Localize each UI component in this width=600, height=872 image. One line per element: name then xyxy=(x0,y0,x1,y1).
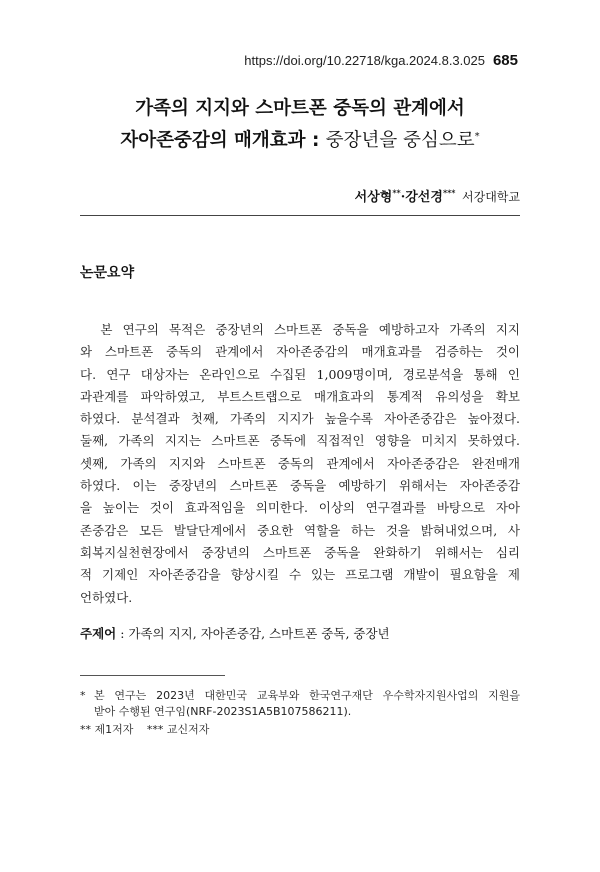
author-1-mark: ** xyxy=(392,187,401,198)
keywords xyxy=(80,624,390,642)
corresponding-label: 교신저자 xyxy=(166,723,210,736)
footnote-divider xyxy=(80,675,225,676)
doi-link[interactable]: https://doi.org/10.22718/kga.2024.8.3.025 xyxy=(244,53,485,68)
abstract-line: 하였다. 이는 중장년의 스마트폰 중독을 예방하기 위해서는 자아존중감 xyxy=(80,478,520,494)
abstract-line: 셋째, 가족의 지지와 스마트폰 중독의 관계에서 자아존중감은 완전매개 xyxy=(80,455,520,471)
abstract-line: 과관계를 파악하였고, 부트스트랩으로 매개효과의 통계적 유의성을 확보 xyxy=(80,388,520,404)
funding-mark: * xyxy=(80,689,86,702)
footnotes xyxy=(80,688,520,738)
funding-line-1: 본 연구는 2023년 대한민국 교육부와 한국연구재단 우수학자지원사업의 지원을 xyxy=(94,689,520,702)
abstract-heading: 논문요약 xyxy=(80,265,135,281)
title-line-1: 가족의 지지와 스마트폰 중독의 관계에서 xyxy=(135,98,465,119)
title-footnote-mark: * xyxy=(474,131,480,142)
first-author-label: 제1저자 xyxy=(94,723,134,736)
author-1: 서상형 xyxy=(354,190,393,205)
funding-line-2: 받아 수행된 연구임(NRF-2023S1A5B107586211). xyxy=(94,705,352,718)
affiliation: 서강대학교 xyxy=(462,190,520,204)
abstract-line: 회복지실천현장에서 중장년의 스마트폰 중독을 완화하기 위해서는 심리 xyxy=(80,544,520,560)
title-main: 자아존중감의 매개효과 xyxy=(120,130,306,152)
funding-footnote xyxy=(80,688,520,720)
author-roles xyxy=(80,722,520,738)
author-separator: · xyxy=(400,190,406,205)
first-author-mark: ** xyxy=(80,723,91,736)
title-subtitle: 중장년을 중심으로 xyxy=(325,130,475,152)
author-2: 강선경 xyxy=(405,190,443,205)
abstract-line: 본 연구의 목적은 중장년의 스마트폰 중독을 예방하고자 가족의 지지 xyxy=(80,322,520,337)
paper-title xyxy=(0,95,600,155)
abstract-line: 둘째, 가족의 지지는 스마트폰 중독에 직접적인 영향을 미치지 못하였다. xyxy=(80,433,520,449)
abstract-line: 적 기제인 자아존중감을 향상시킬 수 있는 프로그램 개발이 필요함을 제 xyxy=(80,567,520,583)
abstract-line: 다. 연구 대상자는 온라인으로 수집된 1,009명이며, 경로분석을 통해 인 xyxy=(80,366,520,382)
keywords-separator: : xyxy=(116,626,129,641)
author-line xyxy=(355,186,520,205)
abstract-line: 하였다. 분석결과 첫째, 가족의 지지가 높을수록 자아존중감은 높아졌다. xyxy=(80,411,520,427)
abstract-body xyxy=(80,319,520,609)
title-separator: : xyxy=(305,130,326,152)
running-header xyxy=(244,52,518,69)
corresponding-mark: *** xyxy=(146,723,164,736)
keywords-value: 가족의 지지, 자아존중감, 스마트폰 중독, 중장년 xyxy=(128,626,390,641)
author-2-mark: *** xyxy=(442,187,456,198)
abstract-line: 와 스마트폰 중독의 관계에서 자아존중감의 매개효과를 검증하는 것이 xyxy=(80,344,520,360)
abstract-line: 존중감은 모든 발달단계에서 중요한 역할을 하는 것을 밝혀내었으며, 사 xyxy=(80,522,520,538)
title-divider xyxy=(80,215,520,216)
page-number: 685 xyxy=(492,52,518,69)
abstract-line: 을 높이는 것이 효과적임을 의미한다. 이상의 연구결과를 바탕으로 자아 xyxy=(80,500,520,516)
abstract-line: 언하였다. xyxy=(80,589,133,605)
title-line-2 xyxy=(0,123,600,155)
keywords-label: 주제어 xyxy=(80,626,117,641)
